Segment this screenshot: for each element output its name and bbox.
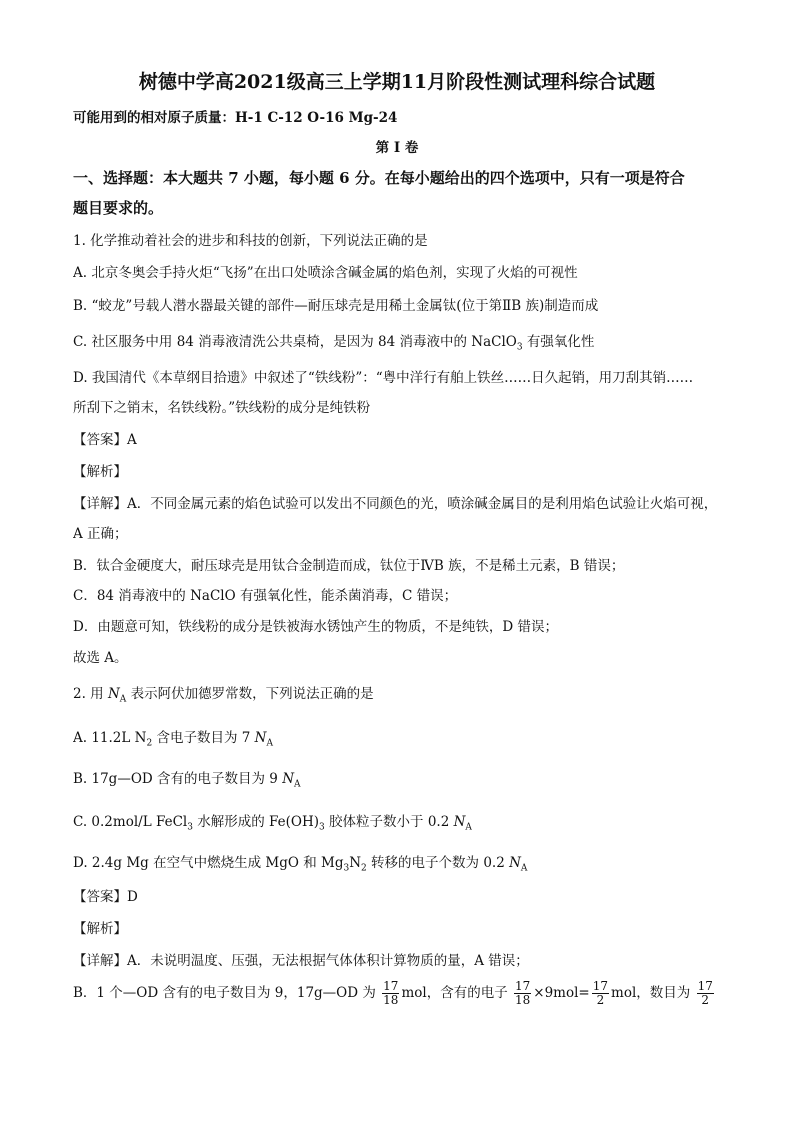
- frac1-num: 17: [383, 979, 399, 993]
- q1-option-d-line1: D. 我国清代《本草纲目拾遗》中叙述了“铁线粉”：“粤中洋行有舶上铁丝……日久起销，用刀刮其销……: [73, 370, 694, 386]
- q2-a-na: N: [254, 730, 267, 746]
- q2-detail-b-mid: ，含有的电子: [426, 985, 512, 1001]
- unit-mol-1: mol: [401, 985, 427, 1001]
- q2-stem-start: 2. 用: [73, 686, 108, 702]
- q2-b-text: B. 17g—OD 含有的电子数目为 9: [73, 771, 283, 787]
- q2-stem-end: 表示阿伏加德罗常数，下列说法正确的是: [126, 686, 374, 702]
- q2-d-n: N: [349, 855, 362, 871]
- q1-analysis-label: 【解析】: [73, 464, 127, 480]
- q2-answer-label: 【答案】: [73, 889, 127, 905]
- q2-a-sub: 2: [146, 738, 153, 749]
- section-heading-line2: 题目要求的。: [73, 199, 164, 217]
- q1-detail-b: B．钛合金硬度大，耐压球壳是用钛合金制造而成，钛位于ⅣB 族，不是稀土元素，B 错误；: [73, 558, 625, 574]
- q2-c-end: 胶体粒子数小于 0.2: [324, 814, 454, 830]
- q2-option-b: [73, 769, 733, 795]
- q2-c-sub1: 3: [187, 822, 193, 833]
- page-title: 树德中学高2021级高三上学期11月阶段性测试理科综合试题: [138, 71, 656, 93]
- q1-option-c: [73, 332, 733, 358]
- q2-answer: [73, 887, 733, 907]
- q1-c-sub: 3: [516, 342, 523, 353]
- q2-analysis-label: 【解析】: [73, 921, 127, 937]
- q2-stem: [73, 684, 733, 710]
- fraction-17-2: [592, 980, 609, 1007]
- q2-detail-b-text: B．1 个—OD 含有的电子数目为 9，17g—OD 为: [73, 985, 381, 1001]
- fraction-17-2-b: [697, 980, 714, 1007]
- q2-b-na-sub: A: [294, 779, 301, 790]
- times-nine: ×9mol=: [533, 985, 590, 1001]
- q1-answer: [73, 430, 733, 450]
- q1-answer-label: 【答案】: [73, 432, 127, 448]
- q1-conclusion: 故选 A。: [73, 650, 128, 666]
- q1-c-formula: NaClO: [471, 334, 517, 350]
- q1-detail-a-line1: 【详解】A．不同金属元素的焰色试验可以发出不同颜色的光，喷涂碱金属目的是利用焰色试验让火焰可视，: [73, 496, 718, 512]
- frac4-den: 2: [701, 993, 710, 1007]
- frac1-den: 18: [383, 993, 399, 1007]
- q2-detail-a: 【详解】A．未说明温度、压强，无法根据气体体积计算物质的量，A 错误；: [73, 953, 529, 969]
- q2-detail-b-end: ，数目为: [636, 985, 695, 1001]
- q2-d-na-sub: A: [520, 863, 528, 874]
- q2-option-a: [73, 728, 733, 754]
- fraction-17-18: [382, 980, 399, 1007]
- q2-c-text: C. 0.2mol/L FeCl: [73, 814, 188, 830]
- q2-d-end: 转移的电子个数为 0.2: [366, 855, 510, 871]
- q2-option-d: [73, 853, 733, 879]
- frac2-den: 18: [515, 993, 531, 1007]
- q1-detail-d: D．由题意可知，铁线粉的成分是铁被海水锈蚀产生的物质，不是纯铁，D 错误；: [73, 619, 558, 635]
- q2-d-sub1: 3: [343, 863, 350, 874]
- q1-option-b: B. “蛟龙”号载人潜水器最关键的部件—耐压球壳是用稀土金属钛(位于第ⅡB 族)制造而成: [73, 298, 599, 314]
- q1-detail-c: C．84 消毒液中的 NaClO 有强氧化性，能杀菌消毒，C 错误；: [73, 588, 458, 604]
- q1-option-a: A. 北京冬奥会手持火炬“飞扬”在出口处喷涂含碱金属的焰色剂，实现了火焰的可视性: [73, 265, 578, 281]
- fraction-17-18-b: [514, 980, 531, 1007]
- q2-c-na: N: [453, 814, 466, 830]
- atomic-masses: 可能用到的相对原子质量：H-1 C-12 O-16 Mg-24: [73, 110, 398, 126]
- frac3-num: 17: [592, 979, 609, 993]
- q2-c-mid: 水解形成的 Fe(OH): [192, 814, 320, 830]
- q2-option-c: [73, 812, 733, 838]
- q2-answer-value: D: [127, 889, 138, 905]
- volume-label: 第 I 卷: [375, 140, 419, 156]
- q2-d-na: N: [509, 855, 521, 871]
- q1-stem: 1. 化学推动着社会的进步和科技的创新，下列说法正确的是: [73, 233, 428, 249]
- q2-b-na: N: [282, 771, 294, 787]
- frac4-num: 17: [697, 979, 713, 993]
- q2-d-text: D. 2.4g Mg 在空气中燃烧生成 MgO 和 Mg: [73, 855, 344, 871]
- q1-option-d-line2: 所刮下之销末，名铁线粉。”铁线粉的成分是纯铁粉: [73, 400, 371, 416]
- q1-answer-value: A: [127, 432, 137, 448]
- q2-a-end: 含电子数目为 7: [152, 730, 255, 746]
- q1-detail-a-line2: A 正确；: [73, 526, 128, 542]
- q1-c-end: 有强氧化性: [522, 334, 595, 350]
- q2-a-text: A. 11.2L N: [73, 730, 147, 746]
- q2-a-na-sub: A: [266, 738, 273, 749]
- frac3-den: 2: [596, 993, 605, 1007]
- q2-c-na-sub: A: [465, 822, 472, 833]
- q2-detail-b: [73, 978, 733, 1010]
- q2-d-sub2: 2: [361, 863, 367, 874]
- q1-c-text: C. 社区服务中用 84 消毒液清洗公共桌椅，是因为 84 消毒液中的: [73, 334, 472, 350]
- q2-na-symbol: N: [107, 686, 120, 702]
- q2-c-sub2: 3: [319, 822, 325, 833]
- section-heading-line1: 一、选择题：本大题共 7 小题，每小题 6 分。在每小题给出的四个选项中，只有一项是符合: [73, 169, 685, 187]
- q2-na-sub: A: [119, 694, 127, 705]
- frac2-num: 17: [515, 979, 531, 993]
- unit-mol-2: mol: [611, 985, 637, 1001]
